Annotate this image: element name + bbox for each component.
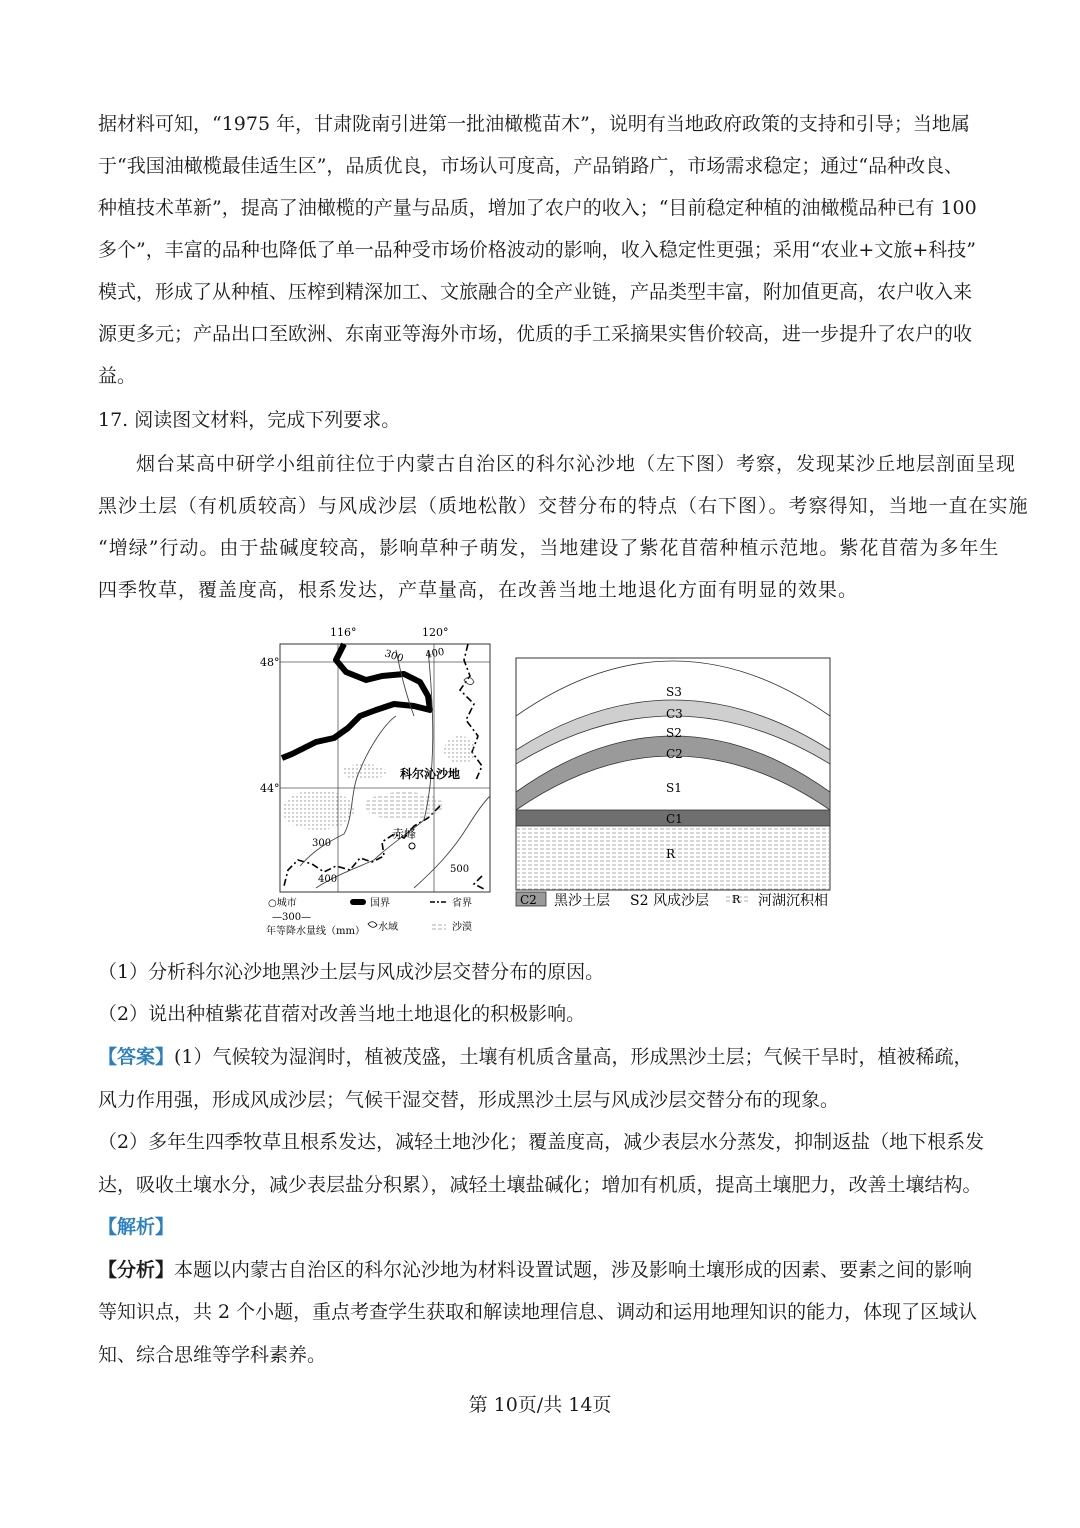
layer-label-s3: S3 [666, 685, 682, 699]
lon-label-116: 116° [330, 626, 357, 639]
legend-city: ○城市 [268, 898, 297, 909]
analysis-line-1 [98, 1256, 988, 1284]
analysis-text-1: 本题以内蒙古自治区的科尔沁沙地为材料设置试题，涉及影响土壤形成的因素、要素之间的影响 [174, 1259, 973, 1281]
layer-label-s2: S2 [666, 726, 682, 740]
legend-r-text: 河湖沉积相 [758, 893, 828, 909]
figure-svg [260, 620, 844, 940]
analysis-line-3: 知、综合思维等学科素养。 [98, 1344, 327, 1366]
desert-area-2 [364, 792, 444, 820]
answer-line-2: 风力作用强，形成风成沙层；气候干湿交替，形成黑沙土层与风成沙层交替分布的现象。 [98, 1089, 840, 1111]
desert-area-3 [342, 764, 386, 780]
prev-paragraph-line-7: 益。 [98, 365, 137, 387]
analysis-head: 【分析】 [98, 1259, 175, 1281]
sub-question-1: （1）分析科尔沁沙地黑沙土层与风成沙层交替分布的原因。 [98, 961, 605, 983]
figures [260, 620, 844, 940]
material-line-1: 烟台某高中研学小组前往位于内蒙古自治区的科尔沁沙地（左下图）考察，发现某沙丘地层剖面呈现 [136, 453, 1017, 475]
material-line-3: “增绿”行动。由于盐碱度较高，影响草种子萌发，当地建设了紫花苜蓿种植示范地。紫花苜蓿为多年生 [98, 537, 1000, 559]
desert-area-1 [282, 790, 354, 830]
lon-label-120: 120° [422, 626, 449, 639]
legend-water-swatch [368, 922, 377, 928]
answer-text-1: (1）气候较为湿润时，植被茂盛，土壤有机质含量高，形成黑沙土层；气候干旱时，植被稀疏， [174, 1046, 973, 1068]
legend-province: 省界 [452, 898, 472, 909]
answer-line-1 [98, 1043, 988, 1071]
legend-s2: S2 风成沙层 [630, 893, 709, 909]
prev-paragraph-line-2: 于“我国油橄榄最佳适生区”，品质优良，市场认可度高，产品销路广，市场需求稳定；通过“品种改良、 [98, 155, 964, 177]
chifeng-city-marker [409, 843, 415, 849]
legend-desert: 沙漠 [452, 922, 472, 933]
material-line-4: 四季牧草，覆盖度高，根系发达，产草量高，在改善当地土地退化方面有明显的效果。 [98, 579, 859, 601]
lat-label-44: 44° [260, 782, 280, 795]
legend-border-swatch [350, 899, 366, 905]
question-title: 17. 阅读图文材料，完成下列要求。 [98, 409, 401, 431]
prev-paragraph-line-3: 种植技术革新”，提高了油橄榄的产量与品质，增加了农户的收入；“目前稳定种植的油橄榄品种已有 100 [98, 197, 977, 219]
isohyet-label-400-north: 400 [424, 646, 446, 661]
answer-line-4: 达，吸收土壤水分，减少表层盐分积累），减轻土壤盐碱化；增加有机质，提高土壤肥力，改善土壤结构。 [98, 1174, 982, 1196]
analysis-tag: 【解析】 [98, 1216, 175, 1238]
layer-label-r: R [666, 847, 676, 861]
material-line-2: 黑沙土层（有机质较高）与风成沙层（质地松散）交替分布的特点（右下图）。考察得知，当地一直在实施 [98, 495, 1029, 517]
isohyet-label-400-south: 400 [318, 874, 338, 885]
lat-label-48: 48° [260, 656, 280, 669]
layer-label-c3: C3 [666, 707, 683, 721]
legend-desert-swatch [432, 922, 446, 930]
layer-label-c2: C2 [666, 747, 683, 761]
answer-line-3: （2）多年生四季牧草且根系发达，减轻土地沙化；覆盖度高，减少表层水分蒸发，抑制返盐（地下根系发 [98, 1131, 985, 1153]
legend-border: 国界 [370, 898, 390, 909]
chifeng-label: 赤峰 [392, 827, 417, 841]
legend-r-box: R [732, 893, 741, 906]
legend-isohyet-label: 年等降水量线（mm） [266, 926, 365, 937]
page-footer: 第 10页/共 14页 [468, 1394, 612, 1416]
desert-area-4 [444, 736, 476, 764]
prev-paragraph-line-6: 源更多元；产品出口至欧洲、东南亚等海外市场，优质的手工采摘果实售价较高，进一步提升了农户的收 [98, 323, 973, 345]
layer-label-s1: S1 [666, 781, 682, 795]
legend-c2-box: C2 [520, 893, 537, 907]
layer-label-c1: C1 [666, 812, 683, 826]
map-figure [260, 626, 490, 937]
horqin-label: 科尔沁沙地 [400, 767, 461, 781]
legend-water: 水域 [378, 922, 398, 933]
legend-isohyet-value: —300— [272, 912, 312, 923]
legend-c2-text: 黑沙土层 [554, 893, 610, 909]
isohyet-label-300-north: 300 [383, 648, 405, 665]
sub-question-2: （2）说出种植紫花苜蓿对改善当地土地退化的积极影响。 [98, 1003, 586, 1025]
prev-paragraph-line-4: 多个”，丰富的品种也降低了单一品种受市场价格波动的影响，收入稳定性更强；采用“农业+文旅+科技” [98, 239, 976, 261]
isohyet-label-300-south: 300 [312, 838, 332, 849]
answer-tag: 【答案】 [98, 1046, 175, 1068]
profile-figure [516, 658, 830, 909]
prev-paragraph-line-1: 据材料可知，“1975 年，甘肃陇南引进第一批油橄榄苗木”，说明有当地政府政策的支持和引导；当地属 [98, 113, 970, 135]
prev-paragraph-line-5: 模式，形成了从种植、压榨到精深加工、文旅融合的全产业链，产品类型丰富，附加值更高，农户收入来 [98, 281, 973, 303]
isohyet-label-500: 500 [450, 864, 470, 875]
analysis-line-2: 等知识点，共 2 个小题，重点考查学生获取和解读地理信息、调动和运用地理知识的能力，体现了区域认 [98, 1301, 978, 1323]
